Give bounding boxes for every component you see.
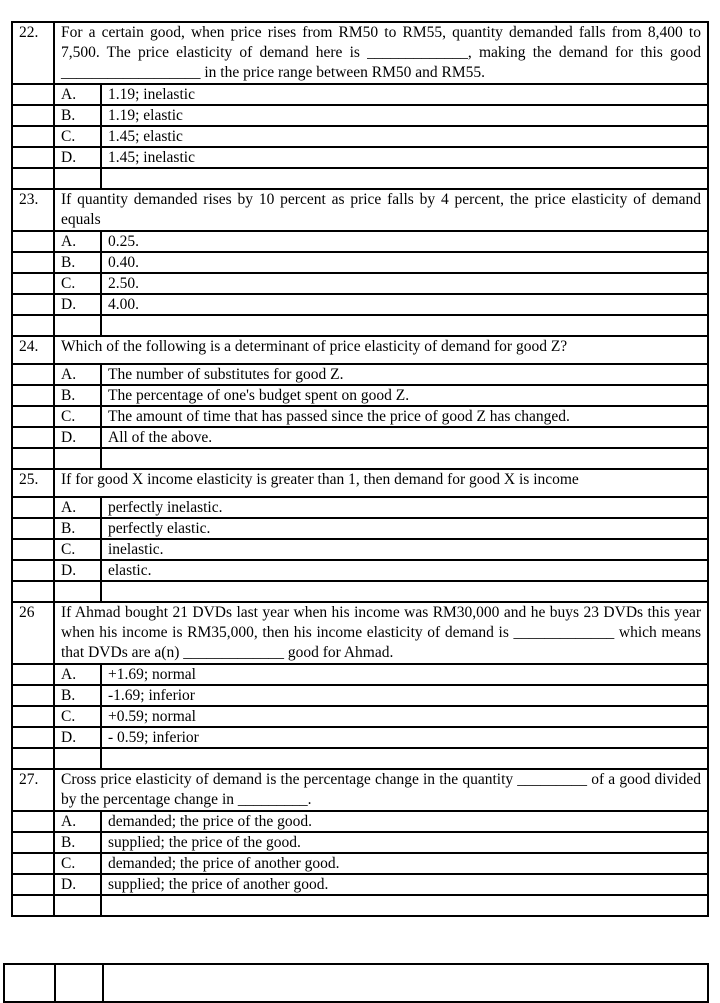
answer-option-row[interactable] [12,231,708,252]
answer-option-row[interactable] [12,105,708,126]
question-text: If Ahmad bought 21 DVDs last year when his income was RM30,000 and he buys 23 DVDs this year when his income is RM35,000, then his income elasticity of demand is _____________ which means that DVDs are a(n) _____________ good for Ahmad. [54,602,708,664]
question-number: 22. [12,22,54,84]
spacer-row [12,168,708,189]
empty-cell [12,427,54,448]
question-stem-row [12,602,708,664]
option-letter: A. [54,364,101,385]
question-stem-row [12,22,708,84]
empty-cell [12,853,54,874]
answer-option-row[interactable] [12,252,708,273]
answer-option-row[interactable] [12,518,708,539]
option-text: 1.19; elastic [101,105,708,126]
column-divider [54,965,56,1001]
empty-cell [101,581,708,602]
next-question-row-partial [3,963,709,1003]
answer-option-row[interactable] [12,497,708,518]
option-text: supplied; the price of another good. [101,874,708,895]
question-stem-row [12,336,708,364]
answer-option-row[interactable] [12,364,708,385]
empty-cell [54,895,101,916]
option-letter: B. [54,252,101,273]
question-stem-row [12,769,708,811]
question-text: Cross price elasticity of demand is the percentage change in the quantity _________ of a good divided by the percentage change in _________. [54,769,708,811]
option-letter: C. [54,126,101,147]
empty-cell [54,581,101,602]
empty-cell [12,560,54,581]
empty-cell [12,811,54,832]
option-text: 0.40. [101,252,708,273]
option-letter: A. [54,811,101,832]
option-text: elastic. [101,560,708,581]
answer-option-row[interactable] [12,427,708,448]
option-text: -1.69; inferior [101,685,708,706]
question-number: 27. [12,769,54,811]
option-letter: C. [54,853,101,874]
answer-option-row[interactable] [12,832,708,853]
option-text: 2.50. [101,273,708,294]
option-text: perfectly inelastic. [101,497,708,518]
empty-cell [12,448,54,469]
empty-cell [12,497,54,518]
option-text: The amount of time that has passed since the price of good Z has changed. [101,406,708,427]
empty-cell [12,105,54,126]
option-text: The number of substitutes for good Z. [101,364,708,385]
empty-cell [12,518,54,539]
option-letter: D. [54,427,101,448]
question-text: Which of the following is a determinant of price elasticity of demand for good Z? [54,336,708,364]
empty-cell [12,273,54,294]
option-text: 1.45; elastic [101,126,708,147]
option-letter: D. [54,294,101,315]
question-number: 23. [12,189,54,231]
option-text: 1.19; inelastic [101,84,708,105]
spacer-row [12,895,708,916]
empty-cell [54,168,101,189]
option-letter: D. [54,874,101,895]
answer-option-row[interactable] [12,727,708,748]
question-number: 25. [12,469,54,497]
empty-cell [12,832,54,853]
option-letter: A. [54,231,101,252]
question-number: 26 [12,602,54,664]
answer-option-row[interactable] [12,84,708,105]
empty-cell [12,126,54,147]
answer-option-row[interactable] [12,685,708,706]
option-text: All of the above. [101,427,708,448]
empty-cell [12,385,54,406]
empty-cell [12,685,54,706]
empty-cell [12,895,54,916]
question-text: If quantity demanded rises by 10 percent as price falls by 4 percent, the price elasticity of demand equals [54,189,708,231]
answer-option-row[interactable] [12,811,708,832]
empty-cell [101,448,708,469]
empty-cell [12,168,54,189]
empty-cell [12,874,54,895]
empty-cell [101,748,708,769]
option-letter: D. [54,727,101,748]
answer-option-row[interactable] [12,147,708,168]
answer-option-row[interactable] [12,385,708,406]
empty-cell [12,581,54,602]
answer-option-row[interactable] [12,406,708,427]
column-divider [102,965,104,1001]
option-text: +1.69; normal [101,664,708,685]
empty-cell [101,168,708,189]
option-text: - 0.59; inferior [101,727,708,748]
option-text: demanded; the price of another good. [101,853,708,874]
empty-cell [12,315,54,336]
option-letter: C. [54,273,101,294]
empty-cell [12,706,54,727]
question-list [12,22,708,916]
answer-option-row[interactable] [12,560,708,581]
question-table [11,21,709,917]
option-letter: C. [54,406,101,427]
option-letter: A. [54,664,101,685]
question-text: For a certain good, when price rises from RM50 to RM55, quantity demanded falls from 8,400 to 7,500. The price elasticity of demand here is _____________, making the demand for this good __________________ in the price range between RM50 and RM55. [54,22,708,84]
option-letter: A. [54,497,101,518]
answer-option-row[interactable] [12,294,708,315]
empty-cell [12,748,54,769]
option-letter: B. [54,518,101,539]
option-letter: B. [54,832,101,853]
spacer-row [12,315,708,336]
empty-cell [12,84,54,105]
question-stem-row [12,189,708,231]
empty-cell [12,231,54,252]
answer-option-row[interactable] [12,126,708,147]
empty-cell [12,406,54,427]
option-text: demanded; the price of the good. [101,811,708,832]
option-letter: A. [54,84,101,105]
empty-cell [54,748,101,769]
empty-cell [12,727,54,748]
empty-cell [12,664,54,685]
answer-option-row[interactable] [12,539,708,560]
empty-cell [54,315,101,336]
answer-option-row[interactable] [12,853,708,874]
option-text: 4.00. [101,294,708,315]
empty-cell [101,895,708,916]
option-text: +0.59; normal [101,706,708,727]
option-text: 0.25. [101,231,708,252]
empty-cell [12,364,54,385]
empty-cell [12,147,54,168]
option-letter: B. [54,105,101,126]
spacer-row [12,581,708,602]
option-text: The percentage of one's budget spent on good Z. [101,385,708,406]
empty-cell [12,252,54,273]
option-text: perfectly elastic. [101,518,708,539]
question-number: 24. [12,336,54,364]
answer-option-row[interactable] [12,706,708,727]
empty-cell [101,315,708,336]
option-text: inelastic. [101,539,708,560]
empty-cell [12,539,54,560]
spacer-row [12,748,708,769]
empty-cell [54,448,101,469]
option-letter: C. [54,539,101,560]
empty-cell [12,294,54,315]
option-letter: B. [54,385,101,406]
answer-option-row[interactable] [12,273,708,294]
option-text: supplied; the price of the good. [101,832,708,853]
option-text: 1.45; inelastic [101,147,708,168]
option-letter: D. [54,560,101,581]
question-stem-row [12,469,708,497]
answer-option-row[interactable] [12,664,708,685]
question-text: If for good X income elasticity is greater than 1, then demand for good X is income [54,469,708,497]
option-letter: C. [54,706,101,727]
option-letter: B. [54,685,101,706]
spacer-row [12,448,708,469]
option-letter: D. [54,147,101,168]
answer-option-row[interactable] [12,874,708,895]
